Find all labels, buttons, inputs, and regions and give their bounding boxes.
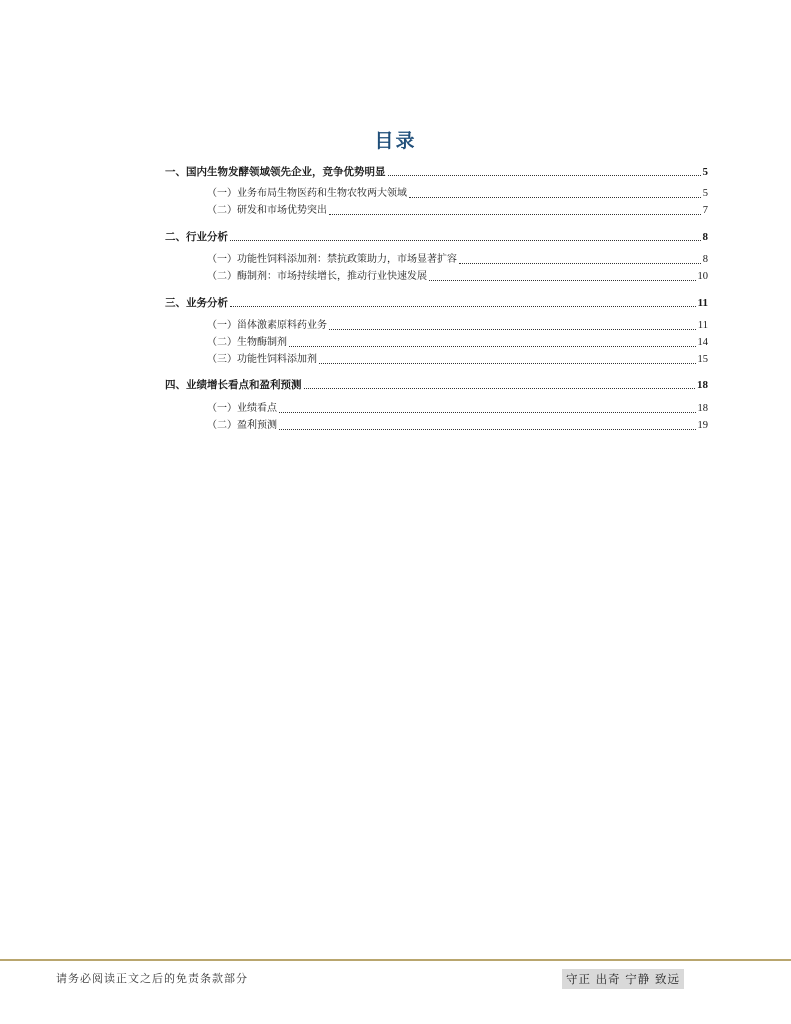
dot-leader (459, 263, 701, 264)
dot-leader (409, 197, 701, 198)
toc-entry-subsection[interactable] (165, 334, 708, 350)
toc-entry-subsection[interactable] (165, 317, 708, 333)
toc-entry-label: （二）酶制剂：市场持续增长，推动行业快速发展 (207, 271, 427, 282)
dot-leader (289, 346, 696, 347)
toc-page-number: 10 (697, 271, 708, 282)
dot-leader (230, 240, 701, 241)
toc-entry-subsection[interactable] (165, 185, 708, 201)
toc-page-number: 15 (697, 354, 708, 365)
toc-entry-section-1[interactable] (165, 163, 708, 179)
footer-disclaimer: 请务必阅读正文之后的免责条款部分 (56, 972, 248, 985)
toc-entry-label: 二、行业分析 (165, 231, 228, 243)
toc-entry-label: 三、业务分析 (165, 297, 228, 309)
toc-entry-subsection[interactable] (165, 400, 708, 416)
dot-leader (329, 214, 701, 215)
toc-entry-section-4[interactable] (165, 376, 708, 392)
toc-page-number: 5 (702, 166, 708, 178)
toc-entry-label: 一、国内生物发酵领域领先企业，竞争优势明显 (165, 166, 386, 178)
toc-entry-label: （一）功能性饲料添加剂：禁抗政策助力，市场显著扩容 (207, 254, 457, 265)
dot-leader (329, 329, 696, 330)
toc-entry-label: （一）业绩看点 (207, 403, 277, 414)
toc-page-number: 19 (697, 420, 708, 431)
footer-motto: 守正 出奇 宁静 致远 (562, 969, 684, 989)
toc-entry-subsection[interactable] (165, 202, 708, 218)
footer-divider (0, 959, 791, 961)
toc-page-number: 5 (702, 188, 708, 199)
toc-page-number: 8 (702, 254, 708, 265)
toc-entry-subsection[interactable] (165, 351, 708, 367)
dot-leader (388, 175, 701, 176)
toc-entry-label: （二）研发和市场优势突出 (207, 205, 327, 216)
toc-page-number: 7 (702, 205, 708, 216)
toc-entry-subsection[interactable] (165, 251, 708, 267)
dot-leader (230, 306, 696, 307)
toc-entry-label: （二）盈利预测 (207, 420, 277, 431)
toc-entry-label: （一）业务布局生物医药和生物农牧两大领域 (207, 188, 407, 199)
dot-leader (429, 280, 696, 281)
dot-leader (304, 388, 696, 389)
toc-page-number: 14 (697, 337, 708, 348)
dot-leader (279, 412, 696, 413)
toc-entry-label: （三）功能性饲料添加剂 (207, 354, 317, 365)
toc-page-number: 8 (702, 231, 708, 243)
toc-page-number: 18 (697, 403, 708, 414)
toc-entry-label: （二）生物酶制剂 (207, 337, 287, 348)
toc-entry-subsection[interactable] (165, 417, 708, 433)
dot-leader (319, 363, 696, 364)
toc-page-number: 11 (697, 320, 708, 331)
toc-entry-label: 四、业绩增长看点和盈利预测 (165, 379, 302, 391)
toc-entry-section-3[interactable] (165, 294, 708, 310)
toc-entry-label: （一）甾体激素原料药业务 (207, 320, 327, 331)
dot-leader (279, 429, 696, 430)
toc-entry-subsection[interactable] (165, 268, 708, 284)
toc-entry-section-2[interactable] (165, 228, 708, 244)
toc-page-number: 11 (697, 297, 708, 309)
toc-page-number: 18 (697, 379, 708, 391)
toc-title: 目录 (374, 130, 417, 152)
